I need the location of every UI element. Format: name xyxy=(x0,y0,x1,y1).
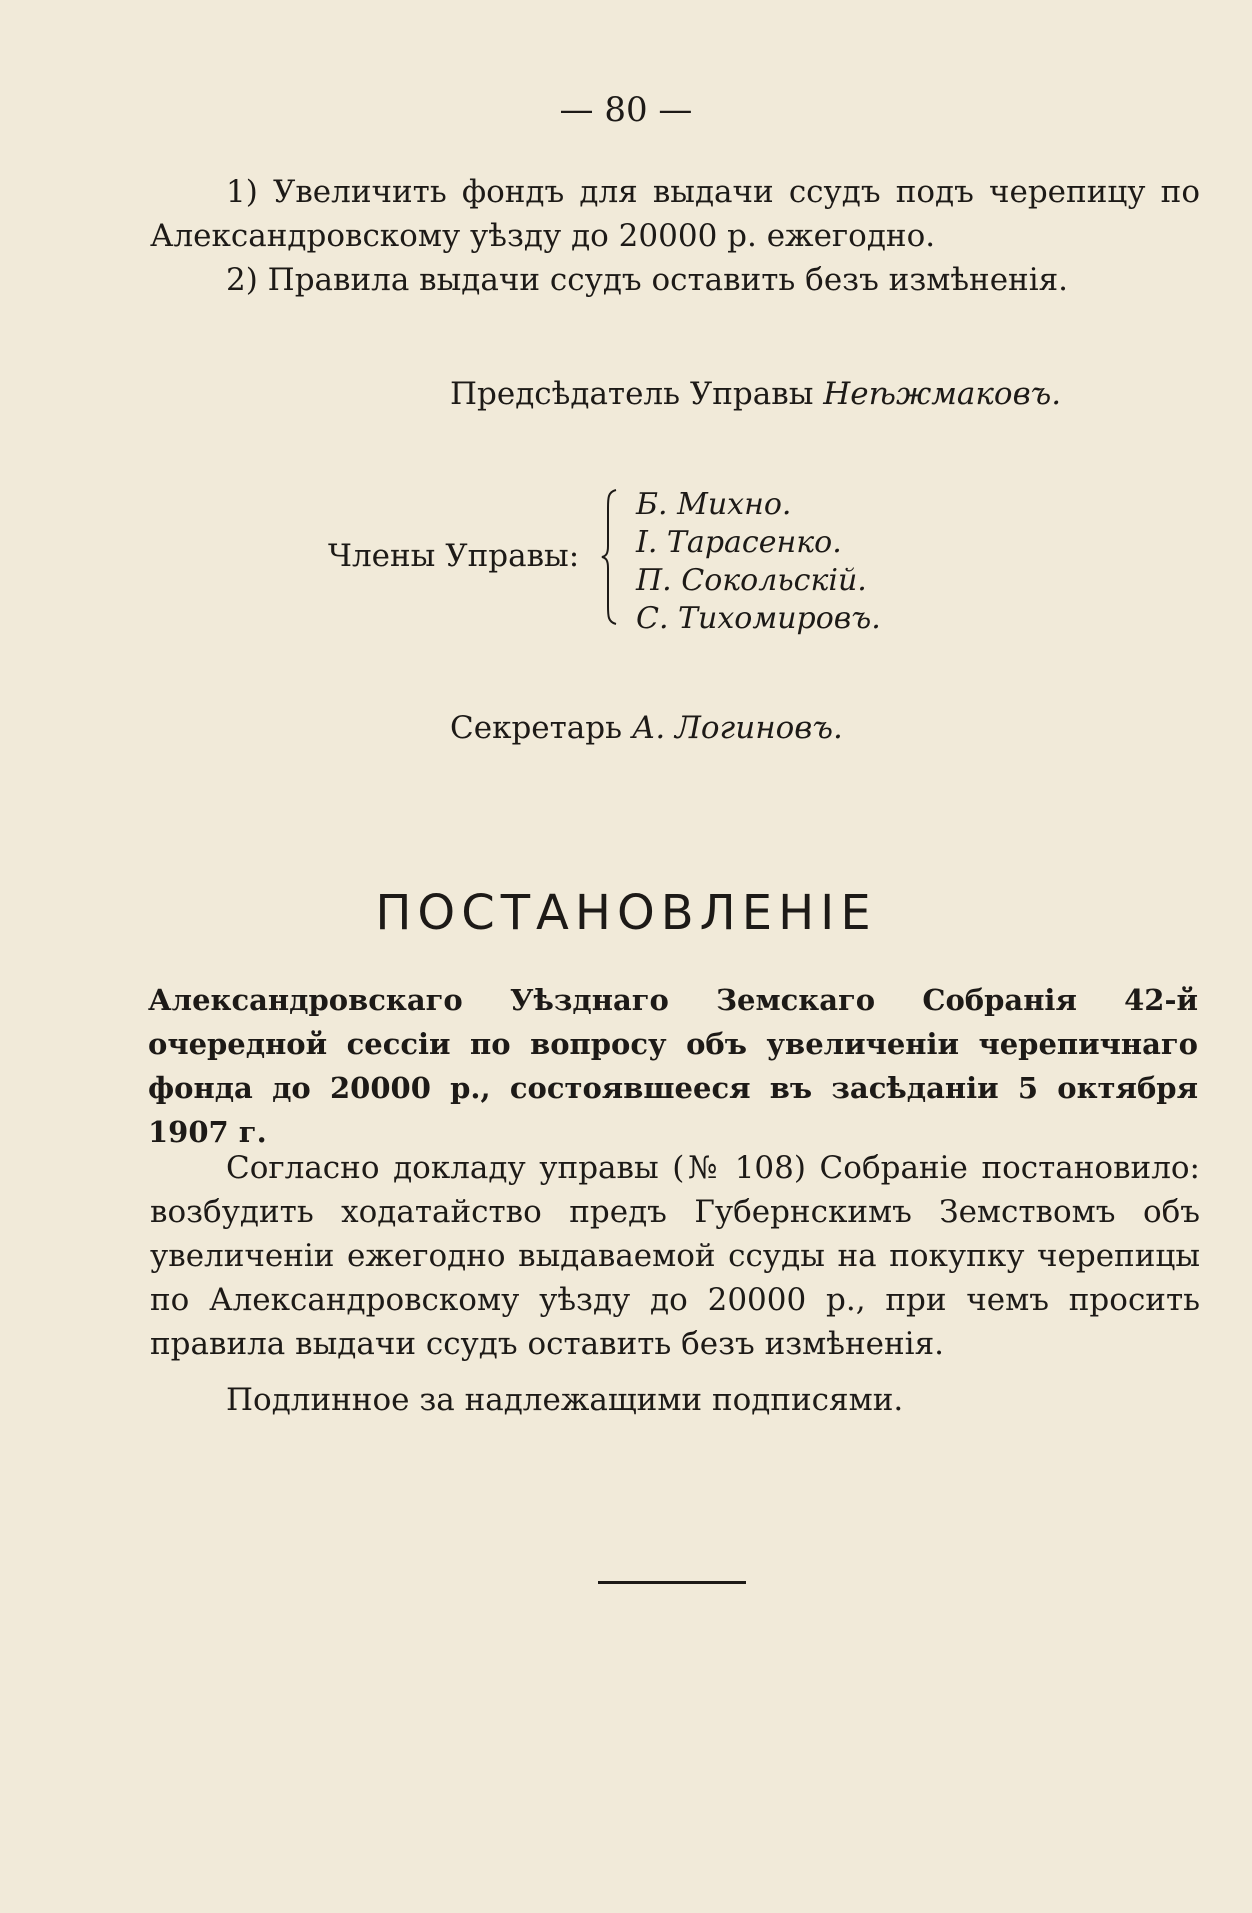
chairman-signature xyxy=(450,376,1061,412)
members-brace xyxy=(600,488,618,626)
decree-closing: Подлинное за надлежащими подписями. xyxy=(226,1382,904,1418)
decree-subtitle: Александровскаго Уѣзднаго Земскаго Собранія 42-й очередной сессіи по вопросу объ увеличеніи черепичнаго фонда до 20000 р., состоявшееся въ засѣданіи 5 октября 1907 г. xyxy=(148,983,1198,1149)
secretary-name: А. Логиновъ. xyxy=(631,710,843,746)
secretary-label: Секретарь xyxy=(450,710,632,746)
resolution-item-2: 2) Правила выдачи ссудъ оставить безъ измѣненія. xyxy=(226,262,1069,298)
decree-title: ПОСТАНОВЛЕНІЕ xyxy=(375,885,877,941)
member-name: П. Сокольскій. xyxy=(636,563,867,598)
member-name: Б. Михно. xyxy=(636,487,792,522)
members-list xyxy=(636,486,881,638)
secretary-signature xyxy=(450,710,843,746)
chairman-label: Предсѣдатель Управы xyxy=(450,376,824,412)
decree-body: Согласно докладу управы (№ 108) Собраніе постановило: возбудить ходатайство предъ Губернскимъ Земствомъ объ увеличеніи ежегодно выдаваемой ссуды на покупку черепицы по Александровскому уѣзду до 20000 р., при чемъ просить правила выдачи ссудъ оставить безъ измѣненія. xyxy=(150,1150,1200,1362)
member-name: І. Тарасенко. xyxy=(636,525,842,560)
member-name: С. Тихомировъ. xyxy=(636,601,881,636)
members-label: Члены Управы: xyxy=(328,538,580,574)
chairman-name: Неѣжмаковъ. xyxy=(823,376,1062,412)
page-number: — 80 — xyxy=(559,90,693,130)
resolution-item-1: 1) Увеличить фондъ для выдачи ссудъ подъ черепицу по Александровскому уѣзду до 20000 р. ежегодно. xyxy=(150,174,1200,254)
end-rule xyxy=(598,1581,746,1584)
